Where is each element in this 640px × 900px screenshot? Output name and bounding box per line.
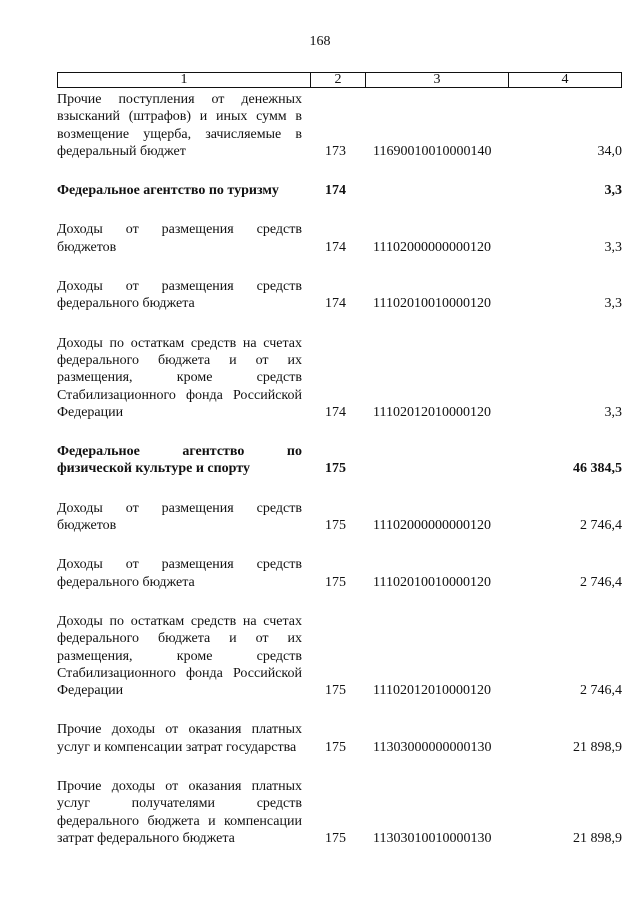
row-code: 175 [325, 683, 346, 699]
row-sum: 21 898,9 [573, 739, 622, 755]
table-row [57, 443, 622, 478]
row-code: 174 [325, 183, 346, 199]
row-kbk: 11102000000000120 [373, 518, 491, 534]
row-sum: 3,3 [604, 183, 622, 199]
row-name: Федеральное агентство по физической культуре и спорту [57, 444, 302, 477]
row-name: Федеральное агентство по туризму [57, 183, 279, 199]
table-row [57, 221, 622, 256]
row-kbk: 11102010010000120 [373, 574, 491, 590]
row-sum: 2 746,4 [580, 518, 622, 534]
row-code: 175 [325, 574, 346, 590]
row-kbk: 11102012010000120 [373, 683, 491, 699]
table-row [57, 500, 622, 535]
table-body [57, 91, 622, 847]
row-kbk: 11303010010000130 [373, 830, 492, 846]
row-name: Доходы по остаткам средств на счетах федерального бюджета и от их размещения, кроме средств Стабилизационного фонда Российской Федерации [57, 613, 302, 699]
row-kbk: 11102010010000120 [373, 296, 491, 312]
row-code: 175 [325, 518, 346, 534]
row-name: Доходы по остаткам средств на счетах федерального бюджета и от их размещения, кроме средств Стабилизационного фонда Российской Федерации [57, 335, 302, 420]
table-row [57, 613, 622, 699]
row-sum: 2 746,4 [580, 683, 622, 699]
row-name: Прочие поступления от денежных взысканий (штрафов) и иных сумм в возмещение ущерба, зачисляемые в федеральный бюджет [57, 92, 302, 159]
page-number: 168 [309, 34, 331, 49]
table-row [57, 182, 622, 199]
row-sum: 2 746,4 [580, 574, 622, 590]
table-row [57, 335, 622, 421]
row-code: 175 [325, 461, 346, 477]
table-header [57, 72, 622, 88]
row-name: Доходы от размещения средств бюджетов [57, 222, 302, 255]
header-col-2: 2 [311, 73, 366, 87]
row-code: 174 [325, 404, 346, 420]
row-code: 174 [325, 239, 346, 255]
row-sum: 3,3 [604, 296, 622, 312]
row-sum: 46 384,5 [573, 461, 622, 477]
row-sum: 3,3 [604, 404, 622, 420]
row-kbk: 11102012010000120 [373, 404, 491, 420]
row-kbk: 11102000000000120 [373, 239, 491, 255]
row-code: 173 [325, 143, 346, 159]
table-row [57, 91, 622, 160]
table-row [57, 556, 622, 591]
row-name: Доходы от размещения средств федерального бюджета [57, 279, 302, 312]
header-col-1: 1 [58, 73, 311, 87]
table-row [57, 778, 622, 847]
row-sum: 3,3 [604, 239, 622, 255]
header-col-4: 4 [561, 72, 569, 87]
row-name: Доходы от размещения средств федерального бюджета [57, 557, 302, 590]
row-sum: 34,0 [597, 143, 622, 159]
table-row [57, 278, 622, 313]
row-sum: 21 898,9 [573, 830, 622, 846]
row-name: Прочие доходы от оказания платных услуг получателями средств федерального бюджета и компенсации затрат федерального бюджета [57, 779, 302, 846]
header-col-3: 3 [366, 73, 509, 87]
row-code: 174 [325, 296, 346, 312]
row-kbk: 11690010010000140 [373, 143, 492, 159]
row-code: 175 [325, 739, 346, 755]
row-name: Доходы от размещения средств бюджетов [57, 500, 302, 534]
row-kbk: 11303000000000130 [373, 739, 492, 755]
row-code: 175 [325, 830, 346, 846]
table-row [57, 721, 622, 756]
row-name: Прочие доходы от оказания платных услуг и компенсации затрат государства [57, 722, 302, 755]
